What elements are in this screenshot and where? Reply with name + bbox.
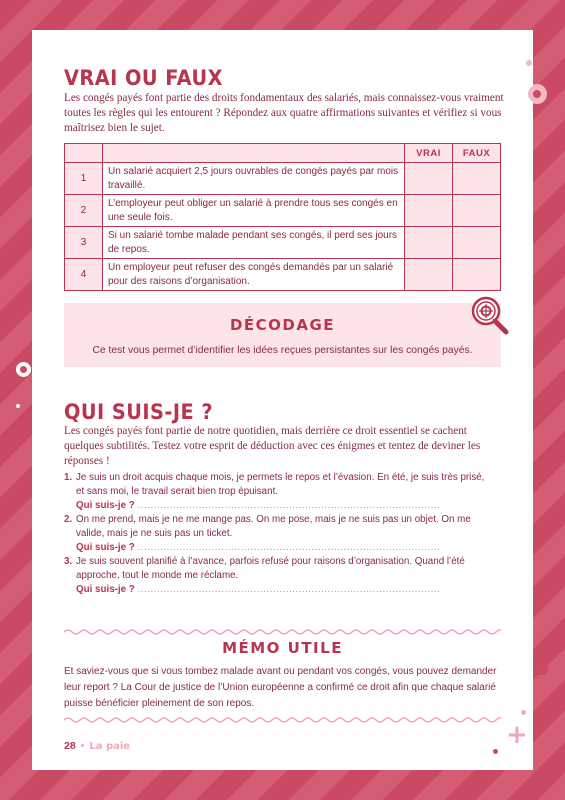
qui-suis-je-intro: Les congés payés font partie de notre quotidien, mais derrière ce droit essentiel se cachent quelques subtilités. Testez votre esprit de déduction avec ces énigmes et tentez de deviner les réponses ! — [64, 425, 481, 467]
riddle-text-line2: et sans moi, le travail serait bien trop épuisant. — [76, 486, 279, 497]
riddle-item — [64, 513, 504, 555]
question-label: Qui suis-je ? — [76, 500, 135, 511]
footer-section-label: La paie — [89, 741, 131, 752]
decodage-box — [64, 303, 501, 367]
row-number: 2 — [65, 195, 103, 227]
answer-dots: .............................................................................................. — [137, 584, 441, 595]
memo-title: MÉMO UTILE — [222, 639, 343, 657]
vrai-faux-intro: Les congés payés font partie des droits fondamentaux des salariés, mais connaissez-vous vraiment toutes les règles qui les entourent ? Répondez aux quatre affirmations suivantes et vérifiez si vous maîtrisez bien le sujet. — [64, 92, 504, 134]
magnifier-icon — [468, 294, 510, 336]
plus-decoration: + — [506, 720, 528, 750]
row-number: 1 — [65, 163, 103, 195]
riddle-item — [64, 471, 504, 513]
row-statement: Si un salarié tombe malade pendant ses congés, il perd ses jours de repos. — [103, 227, 405, 259]
row-number: 4 — [65, 259, 103, 291]
riddle-list — [64, 471, 504, 597]
dot-decoration — [526, 60, 532, 66]
faux-checkbox[interactable] — [453, 259, 501, 291]
memo-text: Et saviez-vous que si vous tombez malade avant ou pendant vos congés, vous pouvez demander leur report ? La Cour de justice de l’Union européenne a confirmé ce droit afin que chaque salarié puisse bénéficier pleinement de son repos. — [64, 666, 497, 709]
question-label: Qui suis-je ? — [76, 542, 135, 553]
ring-decoration — [535, 662, 548, 675]
riddle-item — [64, 555, 504, 597]
riddle-number: 3. — [64, 556, 73, 567]
riddle-number: 2. — [64, 514, 73, 525]
answer-dots: .............................................................................................. — [137, 500, 441, 511]
question-label: Qui suis-je ? — [76, 584, 135, 595]
row-statement: Un salarié acquiert 2,5 jours ouvrables de congés payés par mois travaillé. — [103, 163, 405, 195]
riddle-answer-line[interactable] — [64, 499, 504, 513]
section-title-vrai-faux: VRAI OU FAUX — [64, 66, 223, 90]
faux-checkbox[interactable] — [453, 227, 501, 259]
vrai-checkbox[interactable] — [405, 259, 453, 291]
dot-decoration — [16, 404, 20, 408]
page-number: 28 — [64, 740, 76, 752]
row-number: 3 — [65, 227, 103, 259]
footer-bullet: • — [80, 740, 85, 752]
wavy-divider — [64, 716, 501, 724]
table-header-num — [65, 144, 103, 163]
wavy-divider — [64, 628, 501, 636]
decodage-title: DÉCODAGE — [229, 316, 336, 334]
vrai-checkbox[interactable] — [405, 227, 453, 259]
table-header-vrai: VRAI — [405, 144, 453, 163]
table-row — [65, 259, 501, 291]
ring-decoration — [16, 362, 31, 377]
faux-checkbox[interactable] — [453, 163, 501, 195]
dot-decoration — [493, 749, 498, 754]
row-statement: Un employeur peut refuser des congés demandés par un salarié pour des raisons d’organisation. — [103, 259, 405, 291]
faux-checkbox[interactable] — [453, 195, 501, 227]
ring-decoration — [528, 85, 546, 103]
table-row — [65, 195, 501, 227]
table-row — [65, 163, 501, 195]
riddle-text-line2: approche, tout le monde me réclame. — [76, 570, 239, 581]
riddle-number: 1. — [64, 472, 73, 483]
section-title-qui-suis-je: QUI SUIS-JE ? — [64, 400, 214, 424]
riddle-answer-line[interactable] — [64, 541, 504, 555]
table-header-faux: FAUX — [453, 144, 501, 163]
page-footer — [64, 740, 130, 752]
row-statement: L’employeur peut obliger un salarié à prendre tous ses congés en une seule fois. — [103, 195, 405, 227]
vrai-checkbox[interactable] — [405, 163, 453, 195]
page — [32, 30, 533, 770]
vrai-checkbox[interactable] — [405, 195, 453, 227]
table-header-row — [65, 144, 501, 163]
riddle-text-line1: On me prend, mais je ne me mange pas. On me pose, mais je ne suis pas un objet. On me — [76, 514, 471, 525]
vrai-faux-table — [64, 143, 501, 291]
riddle-text-line2: valide, mais je ne suis pas un ticket. — [76, 528, 233, 539]
table-header-statement — [103, 144, 405, 163]
riddle-text-line1: Je suis souvent planifié à l’avance, parfois refusé pour raisons d’organisation. Quand l’été — [76, 556, 465, 567]
riddle-answer-line[interactable] — [64, 583, 504, 597]
dot-decoration — [521, 710, 526, 715]
decodage-text: Ce test vous permet d’identifier les idées reçues persistantes sur les congés payés. — [92, 345, 473, 356]
riddle-text-line1: Je suis un droit acquis chaque mois, je permets le repos et l’évasion. En été, je suis très prisé, — [76, 472, 485, 483]
answer-dots: .............................................................................................. — [137, 542, 441, 553]
table-row — [65, 227, 501, 259]
